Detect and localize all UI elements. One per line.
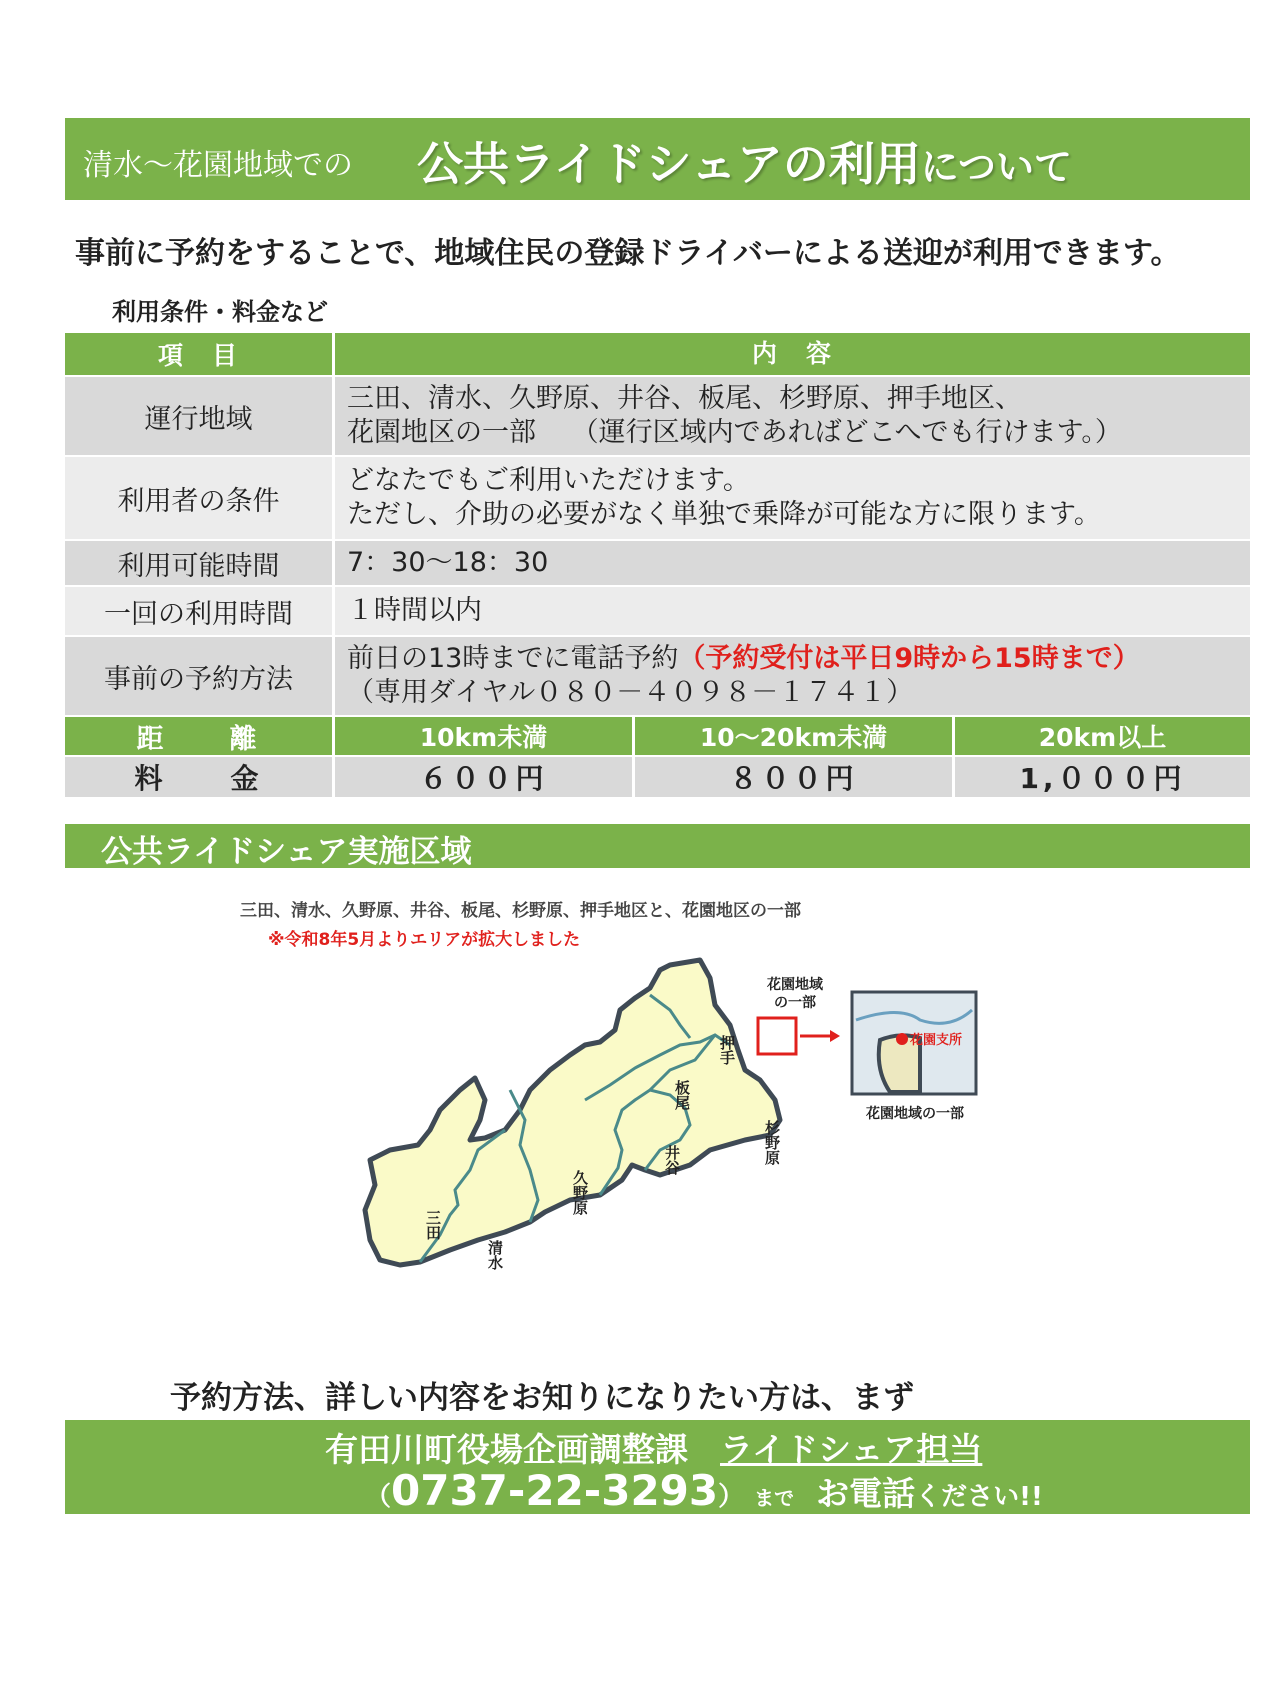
table-row	[65, 541, 1250, 587]
row-item: 事前の予約方法	[65, 637, 335, 715]
service-area-map	[360, 950, 1000, 1330]
area-description: 三田、清水、久野原、井谷、板尾、杉野原、押手地区と、花園地区の一部	[240, 901, 801, 921]
label-oshide: 押手	[718, 1035, 736, 1065]
page-title	[417, 128, 1072, 194]
title-main-b: の利用	[782, 137, 921, 191]
fee-value: ８００円	[635, 757, 955, 797]
distance-band: 10km未満	[335, 717, 635, 755]
row-line	[347, 642, 1140, 676]
row-content	[335, 457, 1250, 539]
area-title: 公共ライドシェア実施区域	[101, 834, 472, 870]
table-row	[65, 587, 1250, 637]
department-contact: ライドシェア担当	[720, 1430, 983, 1469]
row-item: 利用可能時間	[65, 541, 335, 585]
label-shimizu: 清水	[486, 1240, 504, 1270]
header-content: 内 容	[751, 339, 833, 368]
distance-label: 距 離	[65, 717, 335, 755]
lead-text: 事前に予約をすることで、地域住民の登録ドライバーによる送迎が利用できます。	[75, 236, 1181, 271]
row-content	[335, 637, 1250, 715]
distance-band: 10～20km未満	[635, 717, 955, 755]
phone-number[interactable]: 0737-22-3293	[391, 1466, 719, 1515]
label-itani: 井谷	[663, 1145, 681, 1175]
title-prefix: 清水～花園地域での	[83, 148, 353, 183]
title-main-c: について	[920, 145, 1072, 189]
row-item: 利用者の条件	[65, 457, 335, 539]
label-hanazono-part-1: 花園地域	[767, 977, 823, 993]
fee-row	[65, 757, 1250, 799]
label-itao: 板尾	[673, 1080, 691, 1110]
table-row	[65, 637, 1250, 717]
callout-arrow-head	[830, 1030, 840, 1042]
header-item: 項 目	[65, 333, 335, 375]
fee-value: ６００円	[335, 757, 635, 797]
inset-caption: 花園地域の一部	[866, 1106, 964, 1122]
department-line	[325, 1424, 982, 1471]
label-kunohara: 久野原	[571, 1170, 589, 1215]
distance-band: 20km以上	[1038, 723, 1167, 752]
row-line: （専用ダイヤル０８０－４０９８－１７４１）	[347, 677, 914, 708]
table-row	[65, 457, 1250, 541]
title-banner	[65, 118, 1250, 200]
row-content	[335, 541, 1250, 585]
table-header-row	[65, 333, 1250, 377]
label-mita: 三田	[424, 1210, 442, 1240]
conditions-heading: 利用条件・料金など	[112, 298, 328, 326]
phone-line: （0737-22-3293） まで お電話ください!!	[365, 1466, 1043, 1515]
inset-map	[852, 992, 976, 1094]
contact-banner	[65, 1420, 1250, 1514]
call-text-b: ください!!	[915, 1482, 1043, 1512]
reservation-hours-note: （予約受付は平日9時から15時まで）	[678, 643, 1140, 674]
row-line: どなたでもご利用いただけます。	[347, 465, 750, 496]
conditions-table	[65, 333, 1250, 799]
label-hanazono-part-2: の一部	[774, 995, 816, 1011]
row-line: 花園地区の一部 （運行区域内であればどこへでも行けます。）	[347, 417, 1122, 448]
row-content	[335, 587, 1250, 635]
fee-value: 1,０００円	[1019, 762, 1186, 795]
row-line: １時間以内	[347, 595, 482, 626]
distance-row	[65, 717, 1250, 757]
fee-label: 料 金	[65, 757, 335, 797]
row-content	[335, 377, 1250, 455]
row-line: 7：30～18：30	[347, 547, 549, 578]
label-branch: 花園支所	[910, 1033, 963, 1048]
table-row	[65, 377, 1250, 457]
label-suginohara: 杉野原	[763, 1120, 781, 1165]
row-line: 三田、清水、久野原、井谷、板尾、杉野原、押手地区、	[347, 383, 1022, 414]
area-banner	[65, 824, 1250, 868]
highlight-box	[758, 1018, 796, 1054]
row-line: ただし、介助の必要がなく単独で乗降が可能な方に限ります。	[347, 499, 1101, 530]
area-expansion-note: ※令和8年5月よりエリアが拡大しました	[268, 930, 581, 950]
row-item: 一回の利用時間	[65, 587, 335, 635]
call-text-a: お電話	[816, 1474, 916, 1513]
made-text: まで	[754, 1486, 795, 1510]
department-name: 有田川町役場企画調整課	[325, 1430, 688, 1469]
branch-marker	[896, 1033, 908, 1045]
reservation-text: 前日の13時までに電話予約	[347, 643, 679, 674]
closing-text: 予約方法、詳しい内容をお知りになりたい方は、まず	[170, 1380, 914, 1416]
row-item: 運行地域	[65, 377, 335, 455]
title-main-a: 公共ライドシェア	[417, 137, 783, 191]
